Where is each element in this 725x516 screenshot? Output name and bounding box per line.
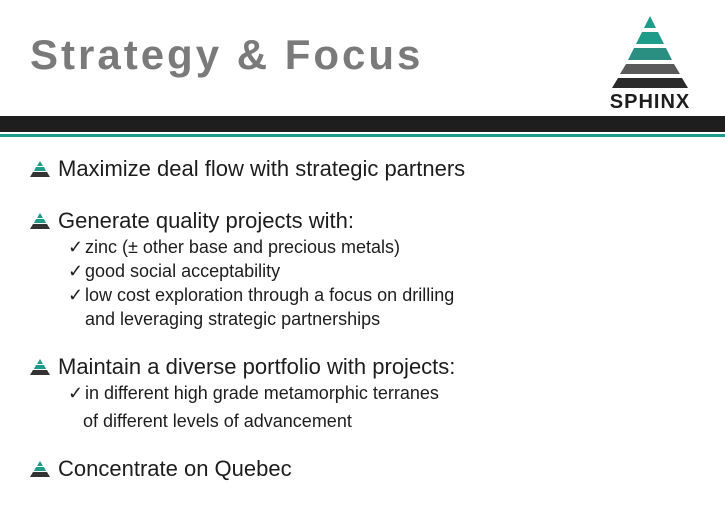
bullet-text: Maximize deal flow with strategic partners [58,156,466,181]
checkmark-icon: ✓ [68,285,84,305]
bullet-text: Concentrate on Quebec [58,456,292,481]
sub-text-continuation: and leveraging strategic partnerships [85,309,381,329]
pyramid-bullet-icon [30,359,50,375]
page-title: Strategy & Focus [30,31,424,78]
pyramid-logo-icon [600,14,700,94]
pyramid-bullet-icon [30,461,50,477]
sphinx-logo [600,14,700,114]
sub-text: zinc (± other base and precious metals) [85,237,401,257]
sub-text-plain: of different levels of advancement [83,411,352,431]
sub-text: low cost exploration through a focus on drilling [85,285,455,305]
header-divider-teal [0,134,725,137]
logo-text: SPHINX [609,91,691,113]
checkmark-icon: ✓ [68,261,84,281]
header-divider-dark [0,116,725,132]
bullet-item [30,455,710,483]
bullet-list [30,155,710,483]
checkmark-icon: ✓ [68,237,84,257]
checkmark-icon: ✓ [68,383,84,403]
bullet-item [30,155,710,183]
sub-item [30,259,710,283]
sub-item [30,381,710,405]
bullet-text: Generate quality projects with: [58,208,354,233]
bullet-text: Maintain a diverse portfolio with projects: [58,354,456,379]
sub-text: good social acceptability [85,261,281,281]
bullet-item [30,207,710,235]
sub-text: in different high grade metamorphic terranes [85,383,439,403]
sub-item [30,235,710,259]
pyramid-bullet-icon [30,161,50,177]
sub-item [30,283,710,307]
bullet-item [30,353,710,381]
pyramid-bullet-icon [30,213,50,229]
